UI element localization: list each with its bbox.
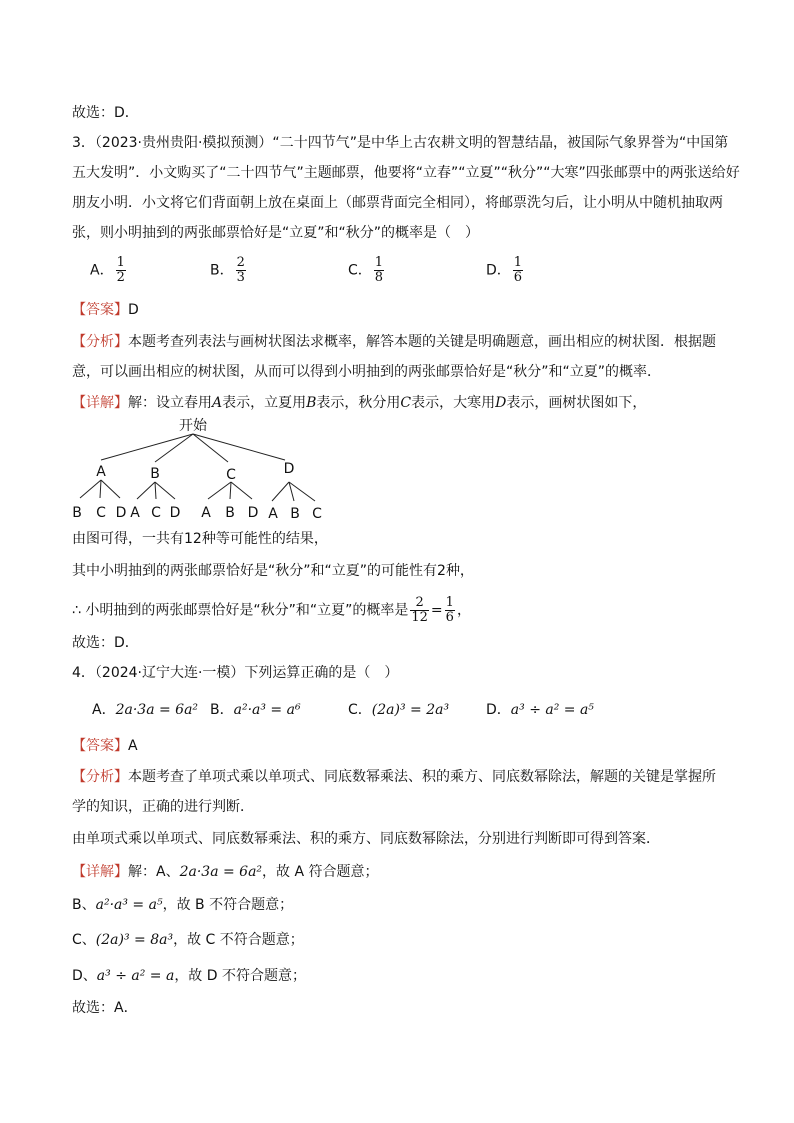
tree-leaf-label: A xyxy=(268,506,278,522)
q4-analysis-line-3: 由单项式乘以单项式、同底数幂乘法、积的乘方、同底数幂除法，分别进行判断即可得到答案． xyxy=(72,831,660,847)
tree-edge xyxy=(155,434,193,462)
tree-edges xyxy=(80,434,315,501)
q4-choose-line: 故选：A． xyxy=(72,1000,138,1016)
fraction: $\frac{2}{12}$ xyxy=(411,595,428,625)
tree-edge xyxy=(100,480,101,498)
tree-node-label: A xyxy=(96,464,106,480)
prev-choose-line: 故选：D． xyxy=(72,105,139,121)
q4-option-d: D．a³ ÷ a² = a⁵ xyxy=(486,702,594,718)
q4-answer-line: 【答案】A xyxy=(72,738,138,754)
q3-stem-line-1: 3．（2023·贵州贵阳·模拟预测）“二十四节气”是中华上古农耕文明的智慧结晶，被国际气象界誉为“中国第 xyxy=(72,135,729,151)
q3-conclusion-line-2: 其中小明抽到的两张邮票恰好是“秋分”和“立夏”的可能性有2种， xyxy=(72,563,474,579)
q4-option-b: B．a²·a³ = a⁶ xyxy=(210,702,301,718)
tree-edge xyxy=(137,482,155,499)
q3-stem-line-4: 张，则小明抽到的两张邮票恰好是“立夏”和“秋分”的概率是（ ） xyxy=(72,225,480,241)
q4-detail-line-b: B、a²·a³ = a⁵，故 B 不符合题意； xyxy=(72,897,294,913)
tree-edge xyxy=(101,480,120,498)
q3-conclusion-line-1: 由图可得，一共有12种等可能性的结果， xyxy=(72,531,328,547)
q3-choose-line: 故选：D． xyxy=(72,635,139,651)
tree-leaf-label: D xyxy=(115,505,127,521)
q4-analysis-line-2: 学的知识，正确的进行判断． xyxy=(72,799,254,815)
q3-answer-line: 【答案】D xyxy=(72,302,139,318)
q3-analysis-line-2: 意，可以画出相应的树状图，从而可以得到小明抽到的两张邮票恰好是“秋分”和“立夏”的概率． xyxy=(72,364,662,380)
fraction: $\frac{1}{6}$ xyxy=(445,595,454,625)
q4-option-a: A．2a·3a = 6a² xyxy=(92,702,199,718)
q3-option-d: D． $\frac{1}{6}$ xyxy=(486,255,523,285)
q3-stem-line-2: 五大发明”．小文购买了“二十四节气”主题邮票，他要将“立春”“立夏”“秋分”“大寒”四张邮票中的两张送给好 xyxy=(72,165,740,181)
tree-edge xyxy=(272,482,289,501)
tree-leaf-label: A xyxy=(201,505,211,521)
tree-node-label: C xyxy=(226,467,236,483)
tree-edge xyxy=(193,434,228,462)
fraction: $\frac{1}{6}$ xyxy=(513,255,523,285)
tree-edge xyxy=(155,482,156,499)
tree-node-label: D xyxy=(283,461,295,477)
tree-edge xyxy=(193,434,285,460)
q3-analysis-line-1: 【分析】本题考查列表法与画树状图法求概率，解答本题的关键是明确题意，画出相应的树状图．根据题 xyxy=(72,334,716,350)
fraction: $\frac{2}{3}$ xyxy=(236,255,245,285)
tree-leaf-label: B xyxy=(72,505,82,521)
q4-analysis-line-1: 【分析】本题考查了单项式乘以单项式、同底数幂乘法、积的乘方、同底数幂除法，解题的关键是掌握所 xyxy=(72,769,716,785)
tree-root-label: 开始 xyxy=(179,418,207,434)
tree-leaf-label: C xyxy=(96,505,106,521)
q3-option-a: A． $\frac{1}{2}$ xyxy=(90,255,125,285)
tree-leaf-label: B xyxy=(290,506,300,522)
q3-detail-line-1: 【详解】解：设立春用A表示，立夏用B表示，秋分用C表示，大寒用D表示，画树状图如下， xyxy=(72,395,647,411)
q4-detail-line-c: C、(2a)³ = 8a³，故 C 不符合题意； xyxy=(72,932,304,948)
q4-stem-line: 4．（2024·辽宁大连·一模）下列运算正确的是（ ） xyxy=(72,665,399,681)
tree-diagram xyxy=(60,412,340,524)
q3-option-c: C． $\frac{1}{8}$ xyxy=(348,255,384,285)
tree-leaf-label: A xyxy=(130,505,140,521)
tree-edge xyxy=(101,434,193,460)
q4-detail-line-d: D、a³ ÷ a² = a，故 D 不符合题意； xyxy=(72,968,306,984)
tree-edge xyxy=(208,482,231,499)
tree-edge xyxy=(231,482,252,499)
tree-leaf-label: D xyxy=(247,505,259,521)
q4-detail-line-a: 【详解】解：A、2a·3a = 6a²，故 A 符合题意； xyxy=(72,864,379,880)
tree-edge xyxy=(230,482,231,499)
fraction: $\frac{1}{8}$ xyxy=(374,255,384,285)
tree-leaf-label: B xyxy=(225,505,235,521)
tree-edge xyxy=(80,480,101,498)
tree-leaf-label: C xyxy=(312,506,322,522)
q4-option-c: C．(2a)³ = 2a³ xyxy=(348,702,450,718)
tree-edge xyxy=(155,482,175,499)
q3-option-b: B． $\frac{2}{3}$ xyxy=(210,255,245,285)
tree-leaf-label: D xyxy=(169,505,181,521)
tree-leaf-label: C xyxy=(151,505,161,521)
q3-stem-line-3: 朋友小明．小文将它们背面朝上放在桌面上（邮票背面完全相同），将邮票洗匀后，让小明从中随机抽取两 xyxy=(72,195,723,211)
tree-node-label: B xyxy=(150,466,160,482)
q3-conclusion-line-3: ∴ 小明抽到的两张邮票恰好是“秋分”和“立夏”的概率是 $\frac{2}{12}$ = $\frac{1}{6}$ ， xyxy=(72,595,471,625)
fraction: $\frac{1}{2}$ xyxy=(116,255,125,285)
